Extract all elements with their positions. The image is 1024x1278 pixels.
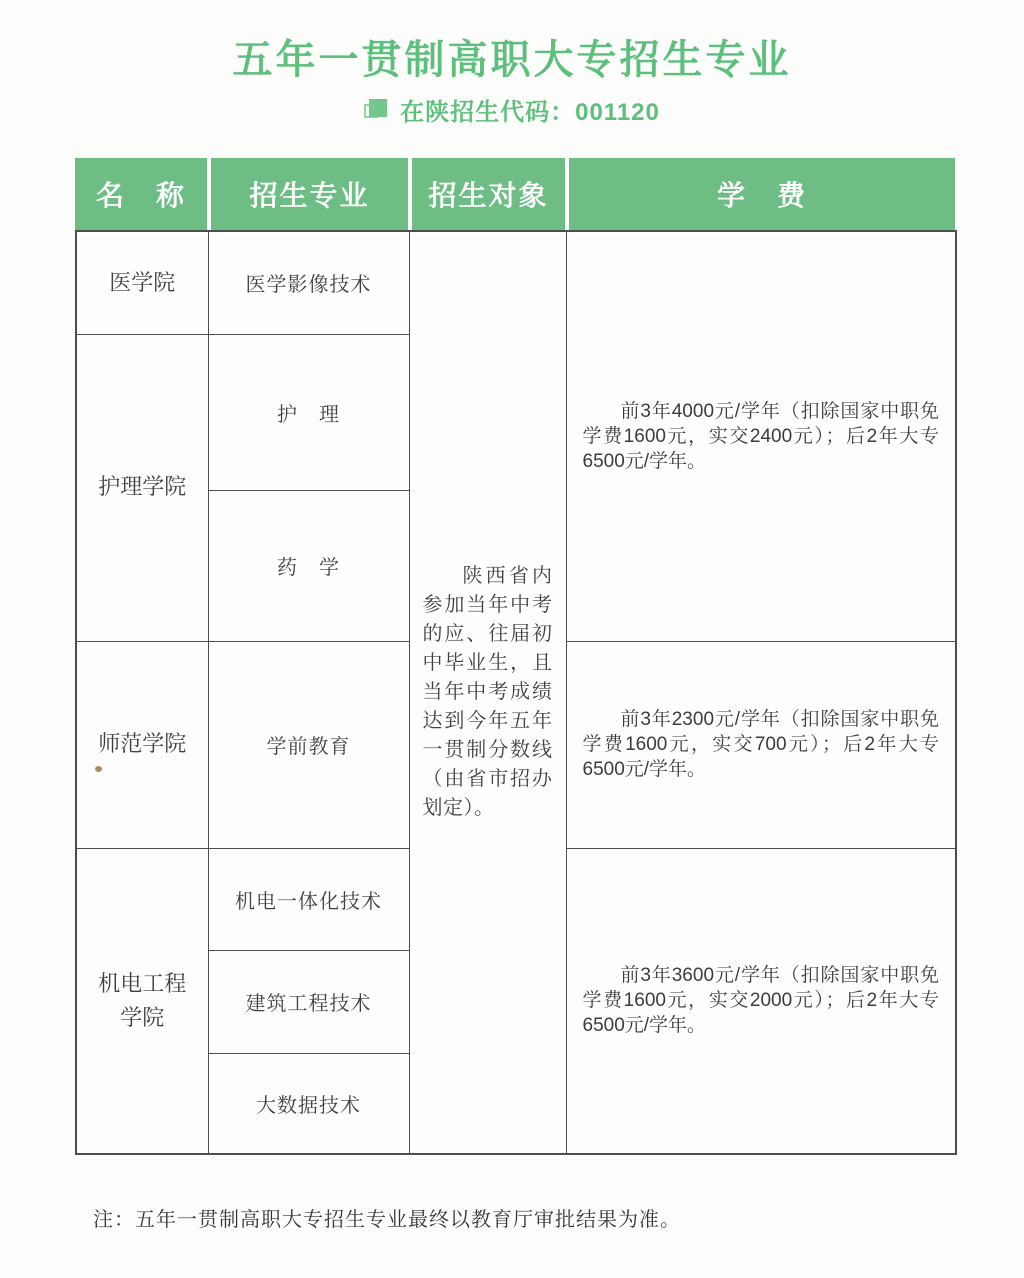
admission-target-text: 陕西省内参加当年中考的应、往届初中毕业生，且当年中考成绩达到今年五年一贯制分数线（由省市招办划定）。 bbox=[422, 565, 553, 819]
major-cell-construction: 建筑工程技术 bbox=[208, 950, 409, 1053]
major-cell-preschool-education: 学前教育 bbox=[208, 641, 409, 848]
major-cell-big-data: 大数据技术 bbox=[208, 1053, 409, 1154]
footnote: 注：五年一贯制高职大专招生专业最终以教育厅审批结果为准。 bbox=[93, 1209, 681, 1231]
column-header-target: 招生对象 bbox=[408, 158, 565, 230]
scan-artifact bbox=[95, 766, 102, 772]
college-cell-mechatronic: 机电工程学院 bbox=[76, 848, 208, 1154]
fee-text-medical-nursing: 前3年4000元/学年（扣除国家中职免学费1600元，实交2400元）；后2年大专6500元/学年。 bbox=[582, 400, 939, 472]
major-cell-nursing: 护 理 bbox=[208, 334, 409, 490]
fee-cell-mechatronic bbox=[566, 848, 956, 1154]
table-row bbox=[76, 231, 956, 334]
table-header-row bbox=[75, 158, 955, 230]
fee-text-normal: 前3年2300元/学年（扣除国家中职免学费1600元，实交700元）；后2年大专6500元/学年。 bbox=[582, 709, 939, 780]
admission-code-row bbox=[0, 92, 1024, 127]
column-header-name: 名 称 bbox=[75, 158, 207, 230]
page-title: 五年一贯制高职大专招生专业 bbox=[232, 38, 792, 82]
column-header-majors: 招生专业 bbox=[207, 158, 408, 230]
major-cell-pharmacy: 药 学 bbox=[208, 490, 409, 641]
major-cell-mechatronics: 机电一体化技术 bbox=[208, 848, 409, 950]
college-cell-nursing: 护理学院 bbox=[76, 334, 208, 641]
admission-target-cell bbox=[409, 231, 566, 1154]
admission-code-label: 在陕招生代码：001120 bbox=[400, 99, 660, 126]
fee-text-mechatronic: 前3年3600元/学年（扣除国家中职免学费1600元，实交2000元）；后2年大专6500元/学年。 bbox=[582, 965, 939, 1037]
major-cell-medical-imaging: 医学影像技术 bbox=[208, 231, 409, 334]
square-bullet-icon bbox=[364, 98, 388, 122]
admissions-table bbox=[75, 230, 957, 1155]
column-header-tuition: 学 费 bbox=[565, 158, 955, 230]
college-cell-normal: 师范学院 bbox=[76, 641, 208, 848]
college-cell-medical: 医学院 bbox=[76, 231, 208, 334]
fee-cell-normal bbox=[566, 641, 956, 848]
fee-cell-medical-nursing bbox=[566, 231, 956, 641]
